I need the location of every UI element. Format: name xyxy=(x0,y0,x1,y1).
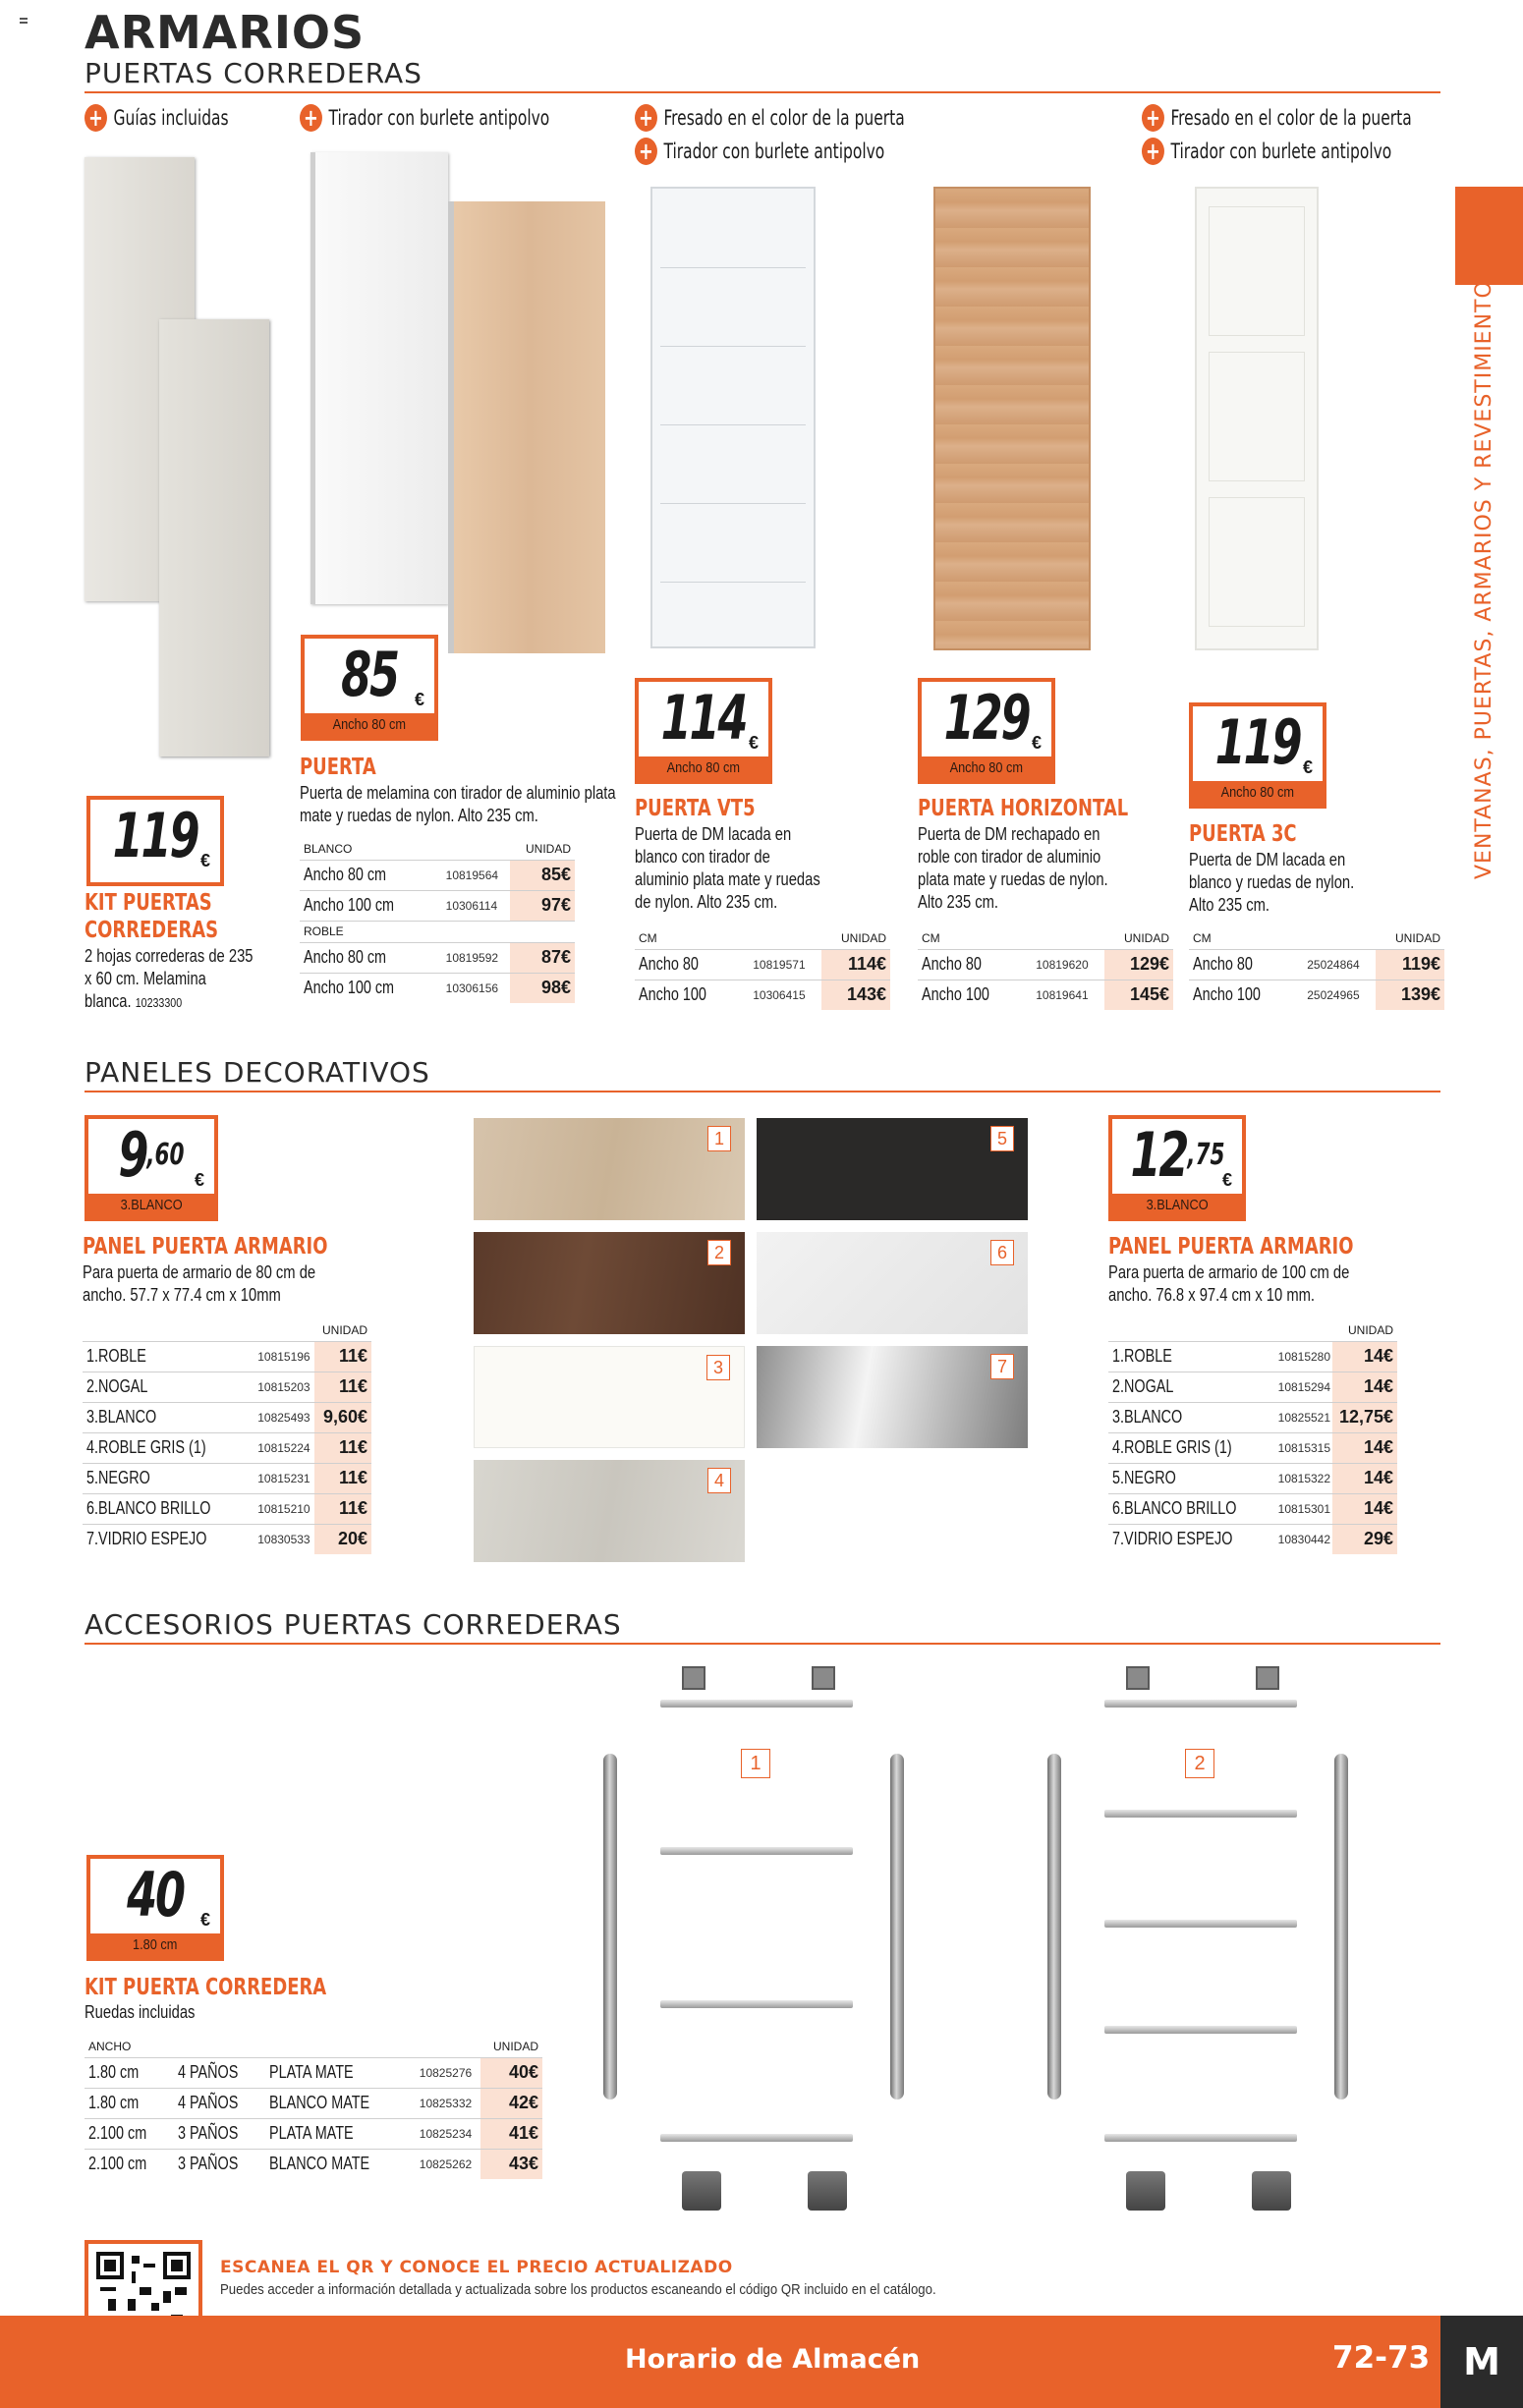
qr-text: Puedes acceder a información detallada y actualizada sobre los productos escaneando el código QR incluido en el catálogo. xyxy=(220,2281,936,2298)
row-ref: 10815294 xyxy=(1274,1372,1333,1402)
swatch-nogal xyxy=(474,1232,745,1334)
handle-profile xyxy=(1334,1754,1348,2100)
row-label: 6.BLANCO BRILLO xyxy=(86,1498,211,1518)
panel-right-table xyxy=(1108,1319,1397,1554)
top-clip xyxy=(682,1666,705,1690)
feature-label: Tirador con burlete antipolvo xyxy=(328,106,550,130)
kit-price-tag xyxy=(86,796,224,886)
feature-vt5-a xyxy=(635,104,905,132)
kit-title: KIT PUERTAS CORREDERAS xyxy=(85,890,219,943)
figure-number: 2 xyxy=(1185,1749,1214,1778)
unit-header: UNIDAD xyxy=(525,841,571,856)
band-label: 3.BLANCO xyxy=(1146,1197,1209,1213)
row-label: 5.NEGRO xyxy=(86,1468,150,1487)
row-ref: 10306156 xyxy=(442,973,511,1003)
currency: € xyxy=(1221,1170,1232,1190)
puerta-title: PUERTA xyxy=(300,755,376,780)
price-int: 12 xyxy=(1130,1119,1188,1191)
plus-icon: + xyxy=(85,104,107,132)
row-ref: 10825521 xyxy=(1274,1402,1333,1432)
table-row xyxy=(1108,1432,1397,1463)
price: 129 xyxy=(943,682,1030,754)
table-row xyxy=(635,949,890,980)
row-label: Ancho 80 xyxy=(639,954,699,974)
plus-icon: + xyxy=(1142,138,1164,165)
vt5-price-tag xyxy=(635,678,772,784)
3c-desc: Puerta de DM lacada en blanco y ruedas de nylon. Alto 235 cm. xyxy=(1189,850,1355,915)
unit-header: UNIDAD xyxy=(840,930,886,945)
row-finish: PLATA MATE xyxy=(269,2123,354,2143)
wheel-icon xyxy=(808,2171,847,2211)
kit-ref: 10233300 xyxy=(135,995,183,1010)
row-label: 7.VIDRIO ESPEJO xyxy=(86,1529,207,1549)
crossbar xyxy=(660,1847,853,1855)
row-label: Ancho 80 cm xyxy=(304,865,387,884)
swatch-blanco-brillo xyxy=(757,1232,1028,1334)
row-price: 114€ xyxy=(821,949,890,980)
row-price: 145€ xyxy=(1104,980,1173,1010)
vt5-table xyxy=(635,927,890,1010)
row-price: 14€ xyxy=(1332,1341,1397,1372)
section-title-paneles: PANELES DECORATIVOS xyxy=(85,1056,430,1089)
row-label: Ancho 80 xyxy=(1193,954,1253,974)
price-dec: ,60 xyxy=(146,1138,185,1172)
feature-vt5-b xyxy=(635,138,884,165)
table-row xyxy=(83,1432,371,1463)
unit-header: UNIDAD xyxy=(492,2039,538,2053)
table-row xyxy=(85,2057,542,2088)
row-ref: 10825493 xyxy=(254,1402,314,1432)
handle-profile xyxy=(1047,1754,1061,2100)
puerta-white-image xyxy=(310,152,448,604)
vt5-door-image xyxy=(650,187,816,648)
table-row xyxy=(1108,1402,1397,1432)
page-title: ARMARIOS xyxy=(85,6,366,59)
row-label: 2.NOGAL xyxy=(86,1376,148,1396)
group-header: BLANCO xyxy=(304,841,353,856)
row-label: Ancho 100 cm xyxy=(304,895,395,915)
currency: € xyxy=(1302,757,1313,777)
row-price: 14€ xyxy=(1332,1372,1397,1402)
price-dec: ,75 xyxy=(1187,1138,1225,1172)
side-label: VENTANAS, PUERTAS, ARMARIOS Y REVESTIMIENTOS xyxy=(1472,265,1496,879)
table-row xyxy=(300,942,575,973)
table-row xyxy=(83,1402,371,1432)
swatch-number: 4 xyxy=(707,1468,731,1493)
wheel-icon xyxy=(682,2171,721,2211)
row-price: 85€ xyxy=(510,860,575,890)
price-band xyxy=(90,1933,220,1957)
row-label: 4.ROBLE GRIS (1) xyxy=(86,1437,206,1457)
band-label: Ancho 80 cm xyxy=(666,759,741,776)
3c-table xyxy=(1189,927,1444,1010)
row-label: Ancho 100 xyxy=(639,984,706,1005)
row-ref: 10815210 xyxy=(254,1493,314,1524)
row-finish: BLANCO MATE xyxy=(269,2154,370,2174)
table-row xyxy=(1108,1524,1397,1554)
plus-icon: + xyxy=(635,104,657,132)
group-header: ROBLE xyxy=(300,921,442,942)
top-rail xyxy=(660,1700,853,1708)
feature-puerta xyxy=(300,104,549,132)
kit-door-front-image xyxy=(159,319,269,756)
table-row xyxy=(1108,1341,1397,1372)
row-ref: 10815196 xyxy=(254,1341,314,1372)
row-label: Ancho 100 xyxy=(922,984,989,1005)
swatch-number: 7 xyxy=(990,1354,1014,1379)
panel-right-price-tag xyxy=(1108,1115,1246,1221)
plus-icon: + xyxy=(1142,104,1164,132)
unit-header: UNIDAD xyxy=(1394,930,1440,945)
kit-desc xyxy=(85,945,254,1014)
row-ref: 10306415 xyxy=(749,980,821,1010)
row-finish: PLATA MATE xyxy=(269,2062,354,2082)
feature-3c-b xyxy=(1142,138,1391,165)
horizontal-price-tag xyxy=(918,678,1055,784)
panel-left-table xyxy=(83,1319,371,1554)
row-price: 97€ xyxy=(510,890,575,921)
horizontal-desc: Puerta de DM rechapado en roble con tirador de aluminio plata mate y ruedas de nylon. Alto 235 cm. xyxy=(918,824,1108,912)
bottom-rail xyxy=(660,2134,853,2142)
swatch-number: 3 xyxy=(706,1355,730,1380)
row-label: 3.BLANCO xyxy=(86,1407,157,1427)
unit-header: UNIDAD xyxy=(1123,930,1169,945)
price-band xyxy=(639,756,768,780)
row-label: 5.NEGRO xyxy=(1112,1468,1176,1487)
row-label: 6.BLANCO BRILLO xyxy=(1112,1498,1237,1518)
crossbar xyxy=(1104,2026,1297,2034)
row-price: 98€ xyxy=(510,973,575,1003)
vt5-title: PUERTA VT5 xyxy=(635,796,756,821)
currency: € xyxy=(199,1910,210,1930)
currency: € xyxy=(748,733,759,753)
row-ref: 10819620 xyxy=(1032,949,1104,980)
row-label: Ancho 100 cm xyxy=(304,978,395,998)
row-price: 11€ xyxy=(314,1493,371,1524)
wheel-icon xyxy=(1126,2171,1165,2211)
currency: € xyxy=(194,1170,204,1190)
col-header: CM xyxy=(922,930,940,945)
row-panos: 4 PAÑOS xyxy=(177,2093,238,2112)
table-row xyxy=(83,1341,371,1372)
kit-corredera-table xyxy=(85,2036,542,2179)
row-ref: 10830442 xyxy=(1274,1524,1333,1554)
row-price: 14€ xyxy=(1332,1463,1397,1493)
table-row xyxy=(635,980,890,1010)
price xyxy=(1130,1119,1225,1191)
row-width: 1.80 cm xyxy=(88,2093,140,2112)
row-label: Ancho 100 xyxy=(1193,984,1261,1005)
price: 119 xyxy=(1214,706,1301,778)
row-price: 11€ xyxy=(314,1372,371,1402)
crossbar xyxy=(1104,1920,1297,1928)
row-label: Ancho 80 cm xyxy=(304,947,387,967)
price-int: 9 xyxy=(118,1119,147,1191)
row-label: 4.ROBLE GRIS (1) xyxy=(1112,1437,1232,1457)
table-row xyxy=(83,1493,371,1524)
row-price: 43€ xyxy=(480,2149,542,2179)
swatch-roble xyxy=(474,1118,745,1220)
row-price: 87€ xyxy=(510,942,575,973)
row-price: 143€ xyxy=(821,980,890,1010)
brand-logo xyxy=(1440,2316,1523,2408)
price-band xyxy=(1193,781,1323,805)
row-price: 14€ xyxy=(1332,1493,1397,1524)
puerta-price-tag xyxy=(301,635,438,741)
row-price: 119€ xyxy=(1376,949,1444,980)
row-price: 41€ xyxy=(480,2118,542,2149)
top-clip xyxy=(1126,1666,1150,1690)
row-width: 2.100 cm xyxy=(88,2154,147,2174)
row-price: 12,75€ xyxy=(1332,1402,1397,1432)
paneles-rule xyxy=(85,1091,1440,1092)
row-price: 20€ xyxy=(314,1524,371,1554)
panel-right-title: PANEL PUERTA ARMARIO xyxy=(1108,1234,1354,1260)
horizontal-table xyxy=(918,927,1173,1010)
feature-label: Fresado en el color de la puerta xyxy=(1170,106,1412,130)
row-ref: 10830533 xyxy=(254,1524,314,1554)
horizontal-title: PUERTA HORIZONTAL xyxy=(918,796,1129,821)
table-row xyxy=(85,2118,542,2149)
currency: € xyxy=(1031,733,1042,753)
crossbar xyxy=(660,2000,853,2008)
row-ref: 10819564 xyxy=(442,860,511,890)
row-price: 42€ xyxy=(480,2088,542,2118)
swatch-number: 5 xyxy=(990,1126,1014,1151)
price: 85 xyxy=(341,639,398,710)
table-row xyxy=(918,980,1173,1010)
row-ref: 10825262 xyxy=(416,2149,481,2179)
row-price: 9,60€ xyxy=(314,1402,371,1432)
table-row xyxy=(83,1524,371,1554)
row-ref: 10825332 xyxy=(416,2088,481,2118)
top-rail xyxy=(1104,1700,1297,1708)
panel-left-price-tag xyxy=(85,1115,218,1221)
feature-label: Tirador con burlete antipolvo xyxy=(663,140,885,163)
3c-title: PUERTA 3C xyxy=(1189,821,1297,847)
price: 119 xyxy=(112,800,198,871)
plus-icon: + xyxy=(635,138,657,165)
plus-icon: + xyxy=(300,104,322,132)
band-label: Ancho 80 cm xyxy=(949,759,1024,776)
top-clip xyxy=(1256,1666,1279,1690)
table-row xyxy=(300,890,575,921)
table-row xyxy=(300,973,575,1003)
row-label: 2.NOGAL xyxy=(1112,1376,1174,1396)
row-price: 40€ xyxy=(480,2057,542,2088)
table-row xyxy=(83,1372,371,1402)
unit-header: UNIDAD xyxy=(1347,1322,1393,1337)
swatch-number: 6 xyxy=(990,1240,1014,1265)
table-row xyxy=(1189,949,1444,980)
band-label: 1.80 cm xyxy=(133,1936,178,1953)
row-price: 11€ xyxy=(314,1341,371,1372)
swatch-number: 1 xyxy=(707,1126,731,1151)
row-label: 3.BLANCO xyxy=(1112,1407,1183,1427)
feature-label: Guías incluidas xyxy=(113,106,229,130)
wheel-icon xyxy=(1252,2171,1291,2211)
feature-label: Tirador con burlete antipolvo xyxy=(1170,140,1392,163)
row-label: 7.VIDRIO ESPEJO xyxy=(1112,1529,1233,1549)
row-ref: 25024965 xyxy=(1303,980,1376,1010)
row-width: 1.80 cm xyxy=(88,2062,140,2082)
row-ref: 10819571 xyxy=(749,949,821,980)
col-header: CM xyxy=(639,930,657,945)
table-row xyxy=(83,1463,371,1493)
row-ref: 10815203 xyxy=(254,1372,314,1402)
handle-profile xyxy=(603,1754,617,2100)
kit-corredera-subtitle: Ruedas incluidas xyxy=(85,2002,196,2022)
accesorios-rule xyxy=(85,1643,1440,1645)
row-ref: 10825234 xyxy=(416,2118,481,2149)
page-subtitle: PUERTAS CORREDERAS xyxy=(85,57,423,89)
row-panos: 3 PAÑOS xyxy=(177,2123,238,2143)
price-band xyxy=(1112,1194,1242,1217)
header-rule xyxy=(85,91,1440,93)
footer-label[interactable]: Horario de Almacén xyxy=(625,2344,921,2375)
table-row xyxy=(300,860,575,890)
row-label: Ancho 80 xyxy=(922,954,982,974)
feature-3c-a xyxy=(1142,104,1412,132)
qr-title: ESCANEA EL QR Y CONOCE EL PRECIO ACTUALIZADO xyxy=(220,2258,733,2277)
currency: € xyxy=(414,690,424,709)
3c-door-image xyxy=(1195,187,1319,650)
feature-kit xyxy=(85,104,229,132)
row-price: 11€ xyxy=(314,1432,371,1463)
row-ref: 10815280 xyxy=(1274,1341,1333,1372)
table-row xyxy=(1189,980,1444,1010)
row-panos: 3 PAÑOS xyxy=(177,2154,238,2174)
horizontal-door-image xyxy=(933,187,1091,650)
row-panos: 4 PAÑOS xyxy=(177,2062,238,2082)
figure-number: 1 xyxy=(741,1749,770,1778)
row-ref: 10815322 xyxy=(1274,1463,1333,1493)
table-row xyxy=(1108,1463,1397,1493)
row-ref: 10815231 xyxy=(254,1463,314,1493)
row-price: 139€ xyxy=(1376,980,1444,1010)
feature-label: Fresado en el color de la puerta xyxy=(663,106,905,130)
row-label: 1.ROBLE xyxy=(1112,1346,1172,1366)
swatch-number: 2 xyxy=(707,1240,731,1265)
row-price: 29€ xyxy=(1332,1524,1397,1554)
kit-corredera-price-tag xyxy=(86,1855,224,1961)
row-width: 2.100 cm xyxy=(88,2123,147,2143)
price: 40 xyxy=(127,1859,184,1931)
swatch-blanco xyxy=(474,1346,745,1448)
band-label: Ancho 80 cm xyxy=(332,716,407,733)
kit-corredera-title: KIT PUERTA CORREDERA xyxy=(85,1975,327,2000)
row-label: 1.ROBLE xyxy=(86,1346,146,1366)
row-price: 129€ xyxy=(1104,949,1173,980)
handle-profile xyxy=(890,1754,904,2100)
panel-left-desc: Para puerta de armario de 80 cm de ancho. 57.7 x 77.4 cm x 10mm xyxy=(83,1262,316,1305)
row-ref: 10815224 xyxy=(254,1432,314,1463)
unit-header: UNIDAD xyxy=(321,1322,367,1337)
bottom-rail xyxy=(1104,2134,1297,2142)
price-band xyxy=(305,713,434,737)
panel-left-title: PANEL PUERTA ARMARIO xyxy=(83,1234,328,1260)
brand-logo-letter: M xyxy=(1463,2340,1500,2383)
row-ref: 10825276 xyxy=(416,2057,481,2088)
puerta-oak-image xyxy=(448,201,605,653)
corner-mark xyxy=(20,18,28,24)
row-price: 14€ xyxy=(1332,1432,1397,1463)
row-ref: 10819641 xyxy=(1032,980,1104,1010)
price xyxy=(106,1119,197,1191)
price-band xyxy=(88,1194,214,1217)
top-clip xyxy=(812,1666,835,1690)
price: 114 xyxy=(660,682,747,754)
row-price: 11€ xyxy=(314,1463,371,1493)
row-ref: 25024864 xyxy=(1303,949,1376,980)
kit-desc-text: 2 hojas correderas de 235 x 60 cm. Melamina blanca. xyxy=(85,946,254,1011)
row-ref: 10819592 xyxy=(442,942,511,973)
table-row xyxy=(1108,1372,1397,1402)
row-ref: 10306114 xyxy=(442,890,511,921)
table-row xyxy=(1108,1493,1397,1524)
swatch-negro xyxy=(757,1118,1028,1220)
page-number: 72-73 xyxy=(1332,2340,1431,2376)
panel-right-desc: Para puerta de armario de 100 cm de ancho. 76.8 x 97.4 cm x 10 mm. xyxy=(1108,1262,1350,1305)
vt5-desc: Puerta de DM lacada en blanco con tirador de aluminio plata mate y ruedas de nylon. Alto 235 cm. xyxy=(635,824,820,912)
col-header: ANCHO xyxy=(88,2039,132,2053)
section-title-accesorios: ACCESORIOS PUERTAS CORREDERAS xyxy=(85,1608,622,1641)
swatch-roble-gris xyxy=(474,1460,745,1562)
crossbar xyxy=(1104,1810,1297,1818)
table-row xyxy=(85,2088,542,2118)
row-finish: BLANCO MATE xyxy=(269,2093,370,2112)
currency: € xyxy=(199,851,210,870)
col-header: CM xyxy=(1193,930,1212,945)
table-row xyxy=(85,2149,542,2179)
3c-price-tag xyxy=(1189,702,1326,809)
price-band xyxy=(922,756,1051,780)
band-label: 3.BLANCO xyxy=(120,1197,183,1213)
row-ref: 10815301 xyxy=(1274,1493,1333,1524)
puerta-table xyxy=(300,838,575,1003)
puerta-desc: Puerta de melamina con tirador de aluminio plata mate y ruedas de nylon. Alto 235 cm. xyxy=(300,783,616,825)
table-row xyxy=(918,949,1173,980)
swatch-vidrio-espejo xyxy=(757,1346,1028,1448)
band-label: Ancho 80 cm xyxy=(1220,784,1295,801)
row-ref: 10815315 xyxy=(1274,1432,1333,1463)
